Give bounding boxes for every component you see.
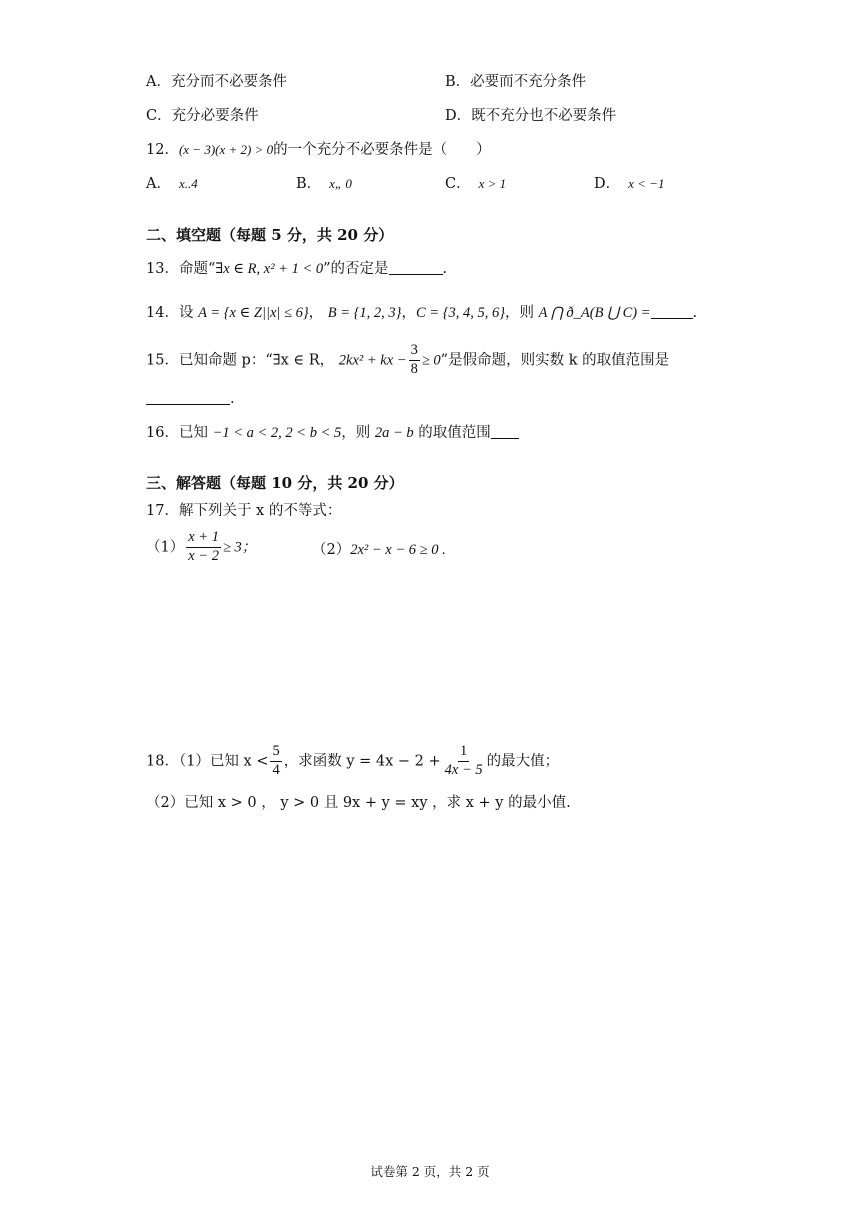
q17-part-1-numerator: x + 1: [186, 530, 221, 548]
q14-mid: ，则: [505, 305, 539, 321]
q12-option-a-label: A．: [146, 176, 171, 192]
q13-post: ”的否定是: [323, 261, 389, 277]
q12-option-c: [445, 177, 506, 192]
q15-number: 15．: [146, 352, 179, 369]
q18-part-1-label: （1）: [178, 753, 210, 770]
q12-option-d: [594, 177, 664, 192]
q17-text: 解下列关于 x 的不等式：: [178, 503, 342, 519]
q16-pre: 已知: [178, 425, 213, 441]
q14-answer-blank: [651, 318, 693, 319]
q14-end: .: [692, 305, 698, 321]
q12-option-c-expr: x > 1: [478, 176, 507, 191]
q12-option-d-expr: x < −1: [628, 176, 665, 191]
q18-part-1-fraction-numerator: 5: [270, 744, 281, 762]
q15-pre: 已知命题 p：“∃x ∈ R，: [178, 352, 335, 369]
q15-fraction-numerator: 3: [409, 343, 420, 361]
q12-option-a: [146, 177, 198, 192]
q14-pre: 设: [178, 305, 199, 321]
q14-set-c: C = {3, 4, 5, 6}: [415, 305, 506, 321]
q17-part-1-denominator: x − 2: [188, 547, 219, 564]
q15-post: ”是假命题，则实数 k 的取值范围是: [440, 352, 670, 369]
q17-stem: [146, 504, 341, 519]
q17-part-1-rest: ≥ 3；: [222, 539, 257, 556]
q12-option-c-label: C．: [445, 176, 471, 192]
q15-stem: [146, 343, 669, 378]
q17-part-1-fraction: [186, 530, 221, 565]
q13-end: .: [442, 261, 448, 277]
q11-option-d: D．既不充分也不必要条件: [445, 108, 617, 124]
page-footer: 试卷第 2 页，共 2 页: [370, 1164, 490, 1179]
q14-stem: 14．设 A = {x ∈ Z||x| ≤ 6}， B = {1, 2, 3}，C = {3, 4, 5, 6}，则 A ⋂ ð_A(B ⋃ C) = .: [146, 305, 698, 321]
q16-number: 16．: [146, 425, 179, 441]
q13-stem: [146, 262, 447, 277]
q12-option-a-expr: x..4: [178, 176, 198, 191]
q18-part-2: [146, 796, 571, 811]
q18-part-2-text: 已知 x > 0 ， y > 0 且 9x + y = xy ，求 x + y 的最小值.: [184, 795, 571, 811]
q12-option-b-expr: x„ 0: [329, 176, 352, 191]
q13-answer-blank: [389, 274, 443, 275]
q12-stem: [146, 143, 491, 158]
q14-expression: A ⋂ ð_A(B ⋃ C) =: [538, 305, 651, 321]
q13-pre: 命题“: [178, 261, 216, 277]
q15-expression-left: 2kx² + kx −: [338, 352, 407, 369]
q17-part-1: [146, 530, 256, 565]
q18-part-1: [146, 744, 559, 779]
q18-part-1-fraction-2-denominator: 4x − 5: [444, 761, 483, 778]
q12-expression: (x − 3)(x + 2) > 0: [178, 142, 274, 157]
q15-fraction-denominator: 8: [410, 360, 418, 377]
q16-mid: ，则: [341, 425, 375, 441]
q18-part-1-pre: 已知 x <: [209, 753, 269, 770]
q11-option-a: A．充分而不必要条件: [146, 74, 287, 90]
q12-option-b: [296, 177, 352, 192]
section-3-heading: 三、解答题（每题 10 分，共 20 分）: [146, 474, 404, 492]
q17-number: 17．: [146, 503, 179, 519]
q16-expression-2: 2a − b: [374, 425, 414, 441]
q16-stem: [146, 426, 519, 441]
q18-part-1-post: 的最大值；: [486, 753, 560, 770]
q15-expression-right: ≥ 0: [421, 352, 441, 369]
q18-part-1-fraction-2: [443, 744, 485, 779]
q16-post: 的取值范围: [413, 425, 491, 441]
q17-part-2-expression: 2x² − x − 6 ≥ 0 .: [350, 542, 446, 558]
q18-part-1-fraction: [270, 744, 281, 779]
q14-number: 14．: [146, 305, 179, 321]
q15-answer-blank: [146, 404, 230, 405]
q14-set-b: B = {1, 2, 3}: [327, 305, 402, 321]
q12-option-b-label: B．: [296, 176, 322, 192]
q16-expression: −1 < a < 2, 2 < b < 5: [212, 425, 342, 441]
q13-number: 13．: [146, 261, 179, 277]
q12-option-d-label: D．: [594, 176, 621, 192]
q15-fraction: [409, 343, 420, 378]
q14-set-a: A = {x ∈ Z||x| ≤ 6}: [198, 305, 309, 321]
q11-option-c: C．充分必要条件: [146, 108, 259, 124]
q17-part-1-label: （1）: [146, 539, 185, 556]
section-2-heading: 二、填空题（每题 5 分，共 20 分）: [146, 226, 394, 244]
q14-sep: ，: [401, 305, 416, 321]
q16-answer-blank: [491, 438, 519, 439]
q13-expression: ∃x ∈ R, x² + 1 < 0: [215, 261, 324, 277]
q18-number: 18．: [146, 753, 179, 770]
q12-text: 的一个充分不必要条件是（ ）: [273, 142, 491, 158]
q17-part-2-label: （2）: [312, 542, 351, 558]
q17-part-2: [312, 543, 446, 558]
q18-part-1-fraction-denominator: 4: [272, 761, 280, 778]
q18-part-2-label: （2）: [146, 795, 185, 811]
q11-option-b: B．必要而不充分条件: [445, 74, 587, 90]
q15-end: .: [230, 391, 235, 407]
q18-part-1-mid: ，求函数 y = 4x − 2 +: [283, 753, 441, 770]
q18-part-1-fraction-2-numerator: 1: [458, 744, 469, 762]
q15-answer-line: [146, 392, 235, 407]
q12-number: 12．: [146, 142, 179, 158]
